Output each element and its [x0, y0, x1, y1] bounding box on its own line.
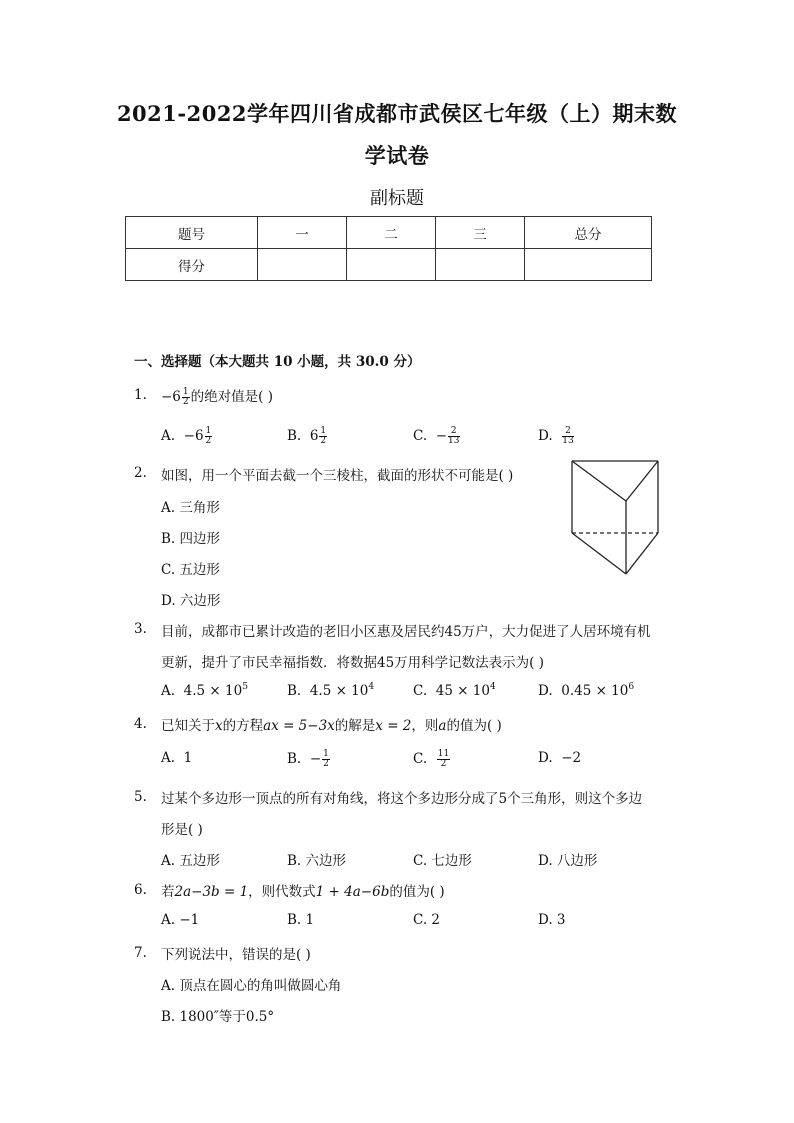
option-b[interactable]: B. − $\frac{1}{2}$	[287, 749, 329, 769]
section-title: 一、选择题（本大题共 10 小题，共 30.0 分）	[134, 354, 421, 370]
score-header-cell: 三	[436, 217, 525, 249]
question-number: 2.	[134, 465, 147, 481]
fraction: $\frac{1}{2}$	[182, 387, 189, 407]
score-cell[interactable]	[436, 249, 525, 281]
question-number: 5.	[134, 789, 147, 805]
option-c[interactable]: C. 七边形	[413, 853, 472, 869]
option-a[interactable]: A. $4.5 \times 10^5$	[161, 682, 248, 699]
option-d[interactable]: D. 六边形	[161, 593, 221, 609]
question-stem-line1: 目前，成都市已累计改造的老旧小区惠及居民约45万户，大力促进了人居环境有机	[161, 624, 651, 640]
option-c[interactable]: C. $\frac{11}{2}$	[413, 749, 450, 769]
question-number: 7.	[134, 945, 147, 961]
fraction: $\frac{1}{2}$	[205, 426, 212, 446]
option-d[interactable]: D. 3	[538, 912, 566, 928]
option-b[interactable]: B. 六边形	[287, 853, 347, 869]
score-table-score-row	[126, 249, 652, 281]
page-title-line1: 2021-2022学年四川省成都市武侯区七年级（上）期末数	[116, 101, 678, 126]
option-a[interactable]: A. −6 $\frac{1}{2}$	[161, 426, 212, 446]
question-stem: 如图，用一个平面去截一个三棱柱，截面的形状不可能是( )	[161, 468, 514, 484]
page-title-line2: 学试卷	[364, 143, 430, 168]
question-stem-line1: 过某个多边形一顶点的所有对角线，将这个多边形分成了5个三角形，则这个多边	[161, 791, 643, 807]
question-stem	[161, 385, 273, 407]
question-number: 1.	[134, 387, 147, 403]
option-d[interactable]: D. $\frac{2}{13}$	[538, 426, 574, 446]
question-stem: 已知关于x的方程ax = 5−3x的解是x = 2，则a的值为( )	[161, 718, 502, 734]
option-c[interactable]: C. − $\frac{2}{13}$	[413, 426, 460, 446]
stem-text: −6	[161, 389, 181, 405]
option-b[interactable]: B. 6 $\frac{1}{2}$	[287, 426, 327, 446]
question-stem: 下列说法中，错误的是( )	[161, 947, 311, 963]
question-stem-line2: 更新，提升了市民幸福指数．将数据45万用科学记数法表示为( )	[161, 655, 545, 671]
option-a[interactable]: A. −1	[161, 912, 200, 928]
score-cell[interactable]	[258, 249, 347, 281]
fraction: $\frac{2}{13}$	[562, 426, 574, 446]
question-number: 3.	[134, 621, 147, 637]
option-a[interactable]: A. 五边形	[161, 853, 220, 869]
option-c[interactable]: C. 五边形	[161, 562, 220, 578]
option-b[interactable]: B. 1800″等于0.5°	[161, 1009, 275, 1025]
fraction: $\frac{1}{2}$	[323, 749, 329, 769]
option-b[interactable]: B. $4.5 \times 10^4$	[287, 682, 375, 699]
score-header-cell: 二	[347, 217, 436, 249]
option-a[interactable]: A. 顶点在圆心的角叫做圆心角	[161, 978, 342, 994]
option-d[interactable]: D. $0.45 \times 10^6$	[538, 682, 635, 699]
option-b[interactable]: B. 四边形	[161, 531, 221, 547]
fraction: $\frac{1}{2}$	[320, 426, 327, 446]
score-header-cell: 总分	[525, 217, 652, 249]
score-header-cell: 一	[258, 217, 347, 249]
option-a[interactable]: A. 三角形	[161, 500, 220, 516]
question-stem-line2: 形是( )	[161, 822, 203, 838]
score-table	[125, 216, 652, 281]
score-cell[interactable]	[347, 249, 436, 281]
score-row-label: 得分	[126, 249, 258, 281]
triangular-prism-figure	[566, 456, 662, 580]
option-b[interactable]: B. 1	[287, 912, 315, 928]
option-a[interactable]: A. 1	[161, 750, 193, 766]
score-header-cell: 题号	[126, 217, 258, 249]
question-stem: 若2a−3b = 1，则代数式1 + 4a−6b的值为( )	[161, 884, 445, 900]
score-cell[interactable]	[525, 249, 652, 281]
option-d[interactable]: D. −2	[538, 750, 582, 766]
question-number: 6.	[134, 882, 147, 898]
score-table-header-row	[126, 217, 652, 249]
stem-text: 的绝对值是( )	[190, 389, 273, 405]
option-d[interactable]: D. 八边形	[538, 853, 598, 869]
option-c[interactable]: C. 2	[413, 912, 441, 928]
option-c[interactable]: C. $45 \times 10^4$	[413, 682, 496, 699]
page-subtitle: 副标题	[370, 188, 424, 209]
fraction: $\frac{2}{13}$	[448, 426, 460, 446]
fraction: $\frac{11}{2}$	[437, 749, 450, 769]
question-number: 4.	[134, 716, 147, 732]
